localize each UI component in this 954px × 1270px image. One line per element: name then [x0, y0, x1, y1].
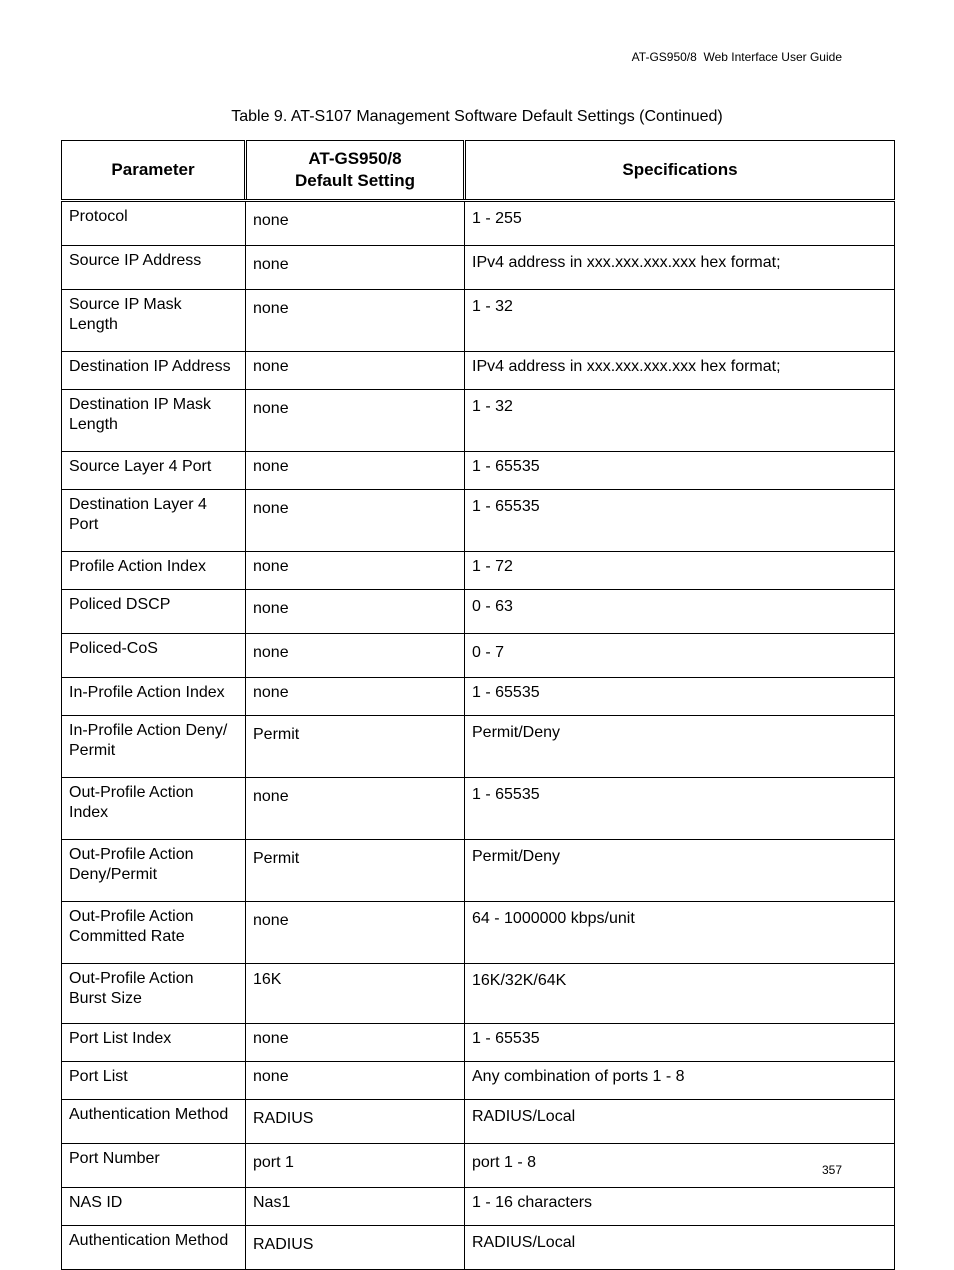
specification-cell: IPv4 address in xxx.xxx.xxx.xxx hex format;: [465, 246, 895, 290]
parameter-cell: In-Profile Action Index: [62, 678, 246, 716]
table-row: [62, 490, 895, 552]
default-setting-cell: none: [246, 1024, 465, 1062]
default-setting-cell: none: [246, 1062, 465, 1100]
table-row: [62, 634, 895, 678]
page-number: 357: [821, 1163, 842, 1177]
table-row: [62, 678, 895, 716]
specification-cell: 1 - 32: [465, 290, 895, 352]
specification-cell: 64 - 1000000 kbps/unit: [465, 902, 895, 964]
table-header-row: [62, 141, 895, 201]
specification-cell: 16K/32K/64K: [465, 964, 895, 1024]
parameter-cell: Authentication Method: [62, 1226, 246, 1270]
specification-cell: 1 - 65535: [465, 490, 895, 552]
parameter-cell: Source IP Address: [62, 246, 246, 290]
specification-cell: 1 - 16 characters: [465, 1188, 895, 1226]
parameter-cell: NAS ID: [62, 1188, 246, 1226]
running-header: AT-GS950/8 Web Interface User Guide: [631, 50, 842, 64]
parameter-cell: Out-Profile Action Burst Size: [62, 964, 246, 1024]
default-setting-cell: none: [246, 552, 465, 590]
parameter-cell: Policed-CoS: [62, 634, 246, 678]
default-setting-cell: Permit: [246, 840, 465, 902]
default-setting-cell: 16K: [246, 964, 465, 1024]
parameter-cell: Source Layer 4 Port: [62, 452, 246, 490]
table-row: [62, 1188, 895, 1226]
table-row: [62, 1144, 895, 1188]
default-setting-cell: none: [246, 490, 465, 552]
table-row: [62, 778, 895, 840]
table-caption: Table 9. AT-S107 Management Software Default Settings (Continued): [231, 108, 723, 125]
specification-cell: 1 - 65535: [465, 778, 895, 840]
table-row: [62, 902, 895, 964]
table-row: [62, 201, 895, 246]
parameter-cell: Authentication Method: [62, 1100, 246, 1144]
table-row: [62, 1100, 895, 1144]
specification-cell: Permit/Deny: [465, 716, 895, 778]
specification-cell: 1 - 32: [465, 390, 895, 452]
table-row: [62, 552, 895, 590]
parameter-cell: Profile Action Index: [62, 552, 246, 590]
table-row: [62, 964, 895, 1024]
specification-cell: RADIUS/Local: [465, 1100, 895, 1144]
parameter-cell: Port List Index: [62, 1024, 246, 1062]
default-setting-cell: none: [246, 201, 465, 246]
table-row: [62, 290, 895, 352]
specification-cell: 1 - 65535: [465, 1024, 895, 1062]
parameter-cell: Port List: [62, 1062, 246, 1100]
default-setting-cell: Nas1: [246, 1188, 465, 1226]
specification-cell: 0 - 7: [465, 634, 895, 678]
specification-cell: IPv4 address in xxx.xxx.xxx.xxx hex format;: [465, 352, 895, 390]
table-row: [62, 246, 895, 290]
column-header-default-setting: AT-GS950/8 Default Setting: [246, 141, 465, 201]
table-row: [62, 352, 895, 390]
table-row: [62, 590, 895, 634]
specification-cell: Permit/Deny: [465, 840, 895, 902]
default-setting-cell: none: [246, 778, 465, 840]
default-setting-cell: Permit: [246, 716, 465, 778]
parameter-cell: Port Number: [62, 1144, 246, 1188]
specification-cell: RADIUS/Local: [465, 1226, 895, 1270]
default-setting-cell: none: [246, 246, 465, 290]
default-setting-cell: RADIUS: [246, 1226, 465, 1270]
specification-cell: 1 - 65535: [465, 678, 895, 716]
default-setting-cell: none: [246, 352, 465, 390]
parameter-cell: Policed DSCP: [62, 590, 246, 634]
parameter-cell: In-Profile Action Deny/ Permit: [62, 716, 246, 778]
parameter-cell: Out-Profile Action Deny/Permit: [62, 840, 246, 902]
parameter-cell: Out-Profile Action Committed Rate: [62, 902, 246, 964]
parameter-cell: Source IP Mask Length: [62, 290, 246, 352]
default-settings-table: [61, 140, 895, 1270]
table-row: [62, 1226, 895, 1270]
table-row: [62, 716, 895, 778]
default-setting-cell: none: [246, 390, 465, 452]
column-header-parameter: Parameter: [62, 141, 246, 201]
specification-cell: 1 - 72: [465, 552, 895, 590]
default-setting-cell: none: [246, 678, 465, 716]
table-row: [62, 840, 895, 902]
parameter-cell: Protocol: [62, 201, 246, 246]
table-row: [62, 452, 895, 490]
table-row: [62, 1024, 895, 1062]
specification-cell: 1 - 65535: [465, 452, 895, 490]
specification-cell: 1 - 255: [465, 201, 895, 246]
parameter-cell: Out-Profile Action Index: [62, 778, 246, 840]
specification-cell: 0 - 63: [465, 590, 895, 634]
default-setting-cell: none: [246, 590, 465, 634]
parameter-cell: Destination IP Address: [62, 352, 246, 390]
default-setting-cell: none: [246, 634, 465, 678]
specification-cell: Any combination of ports 1 - 8: [465, 1062, 895, 1100]
default-setting-cell: port 1: [246, 1144, 465, 1188]
parameter-cell: Destination Layer 4 Port: [62, 490, 246, 552]
specification-cell: port 1 - 8: [465, 1144, 895, 1188]
default-setting-cell: none: [246, 452, 465, 490]
table-row: [62, 390, 895, 452]
column-header-specifications: Specifications: [465, 141, 895, 201]
default-setting-cell: none: [246, 290, 465, 352]
default-setting-cell: none: [246, 902, 465, 964]
parameter-cell: Destination IP Mask Length: [62, 390, 246, 452]
default-setting-cell: RADIUS: [246, 1100, 465, 1144]
table-row: [62, 1062, 895, 1100]
